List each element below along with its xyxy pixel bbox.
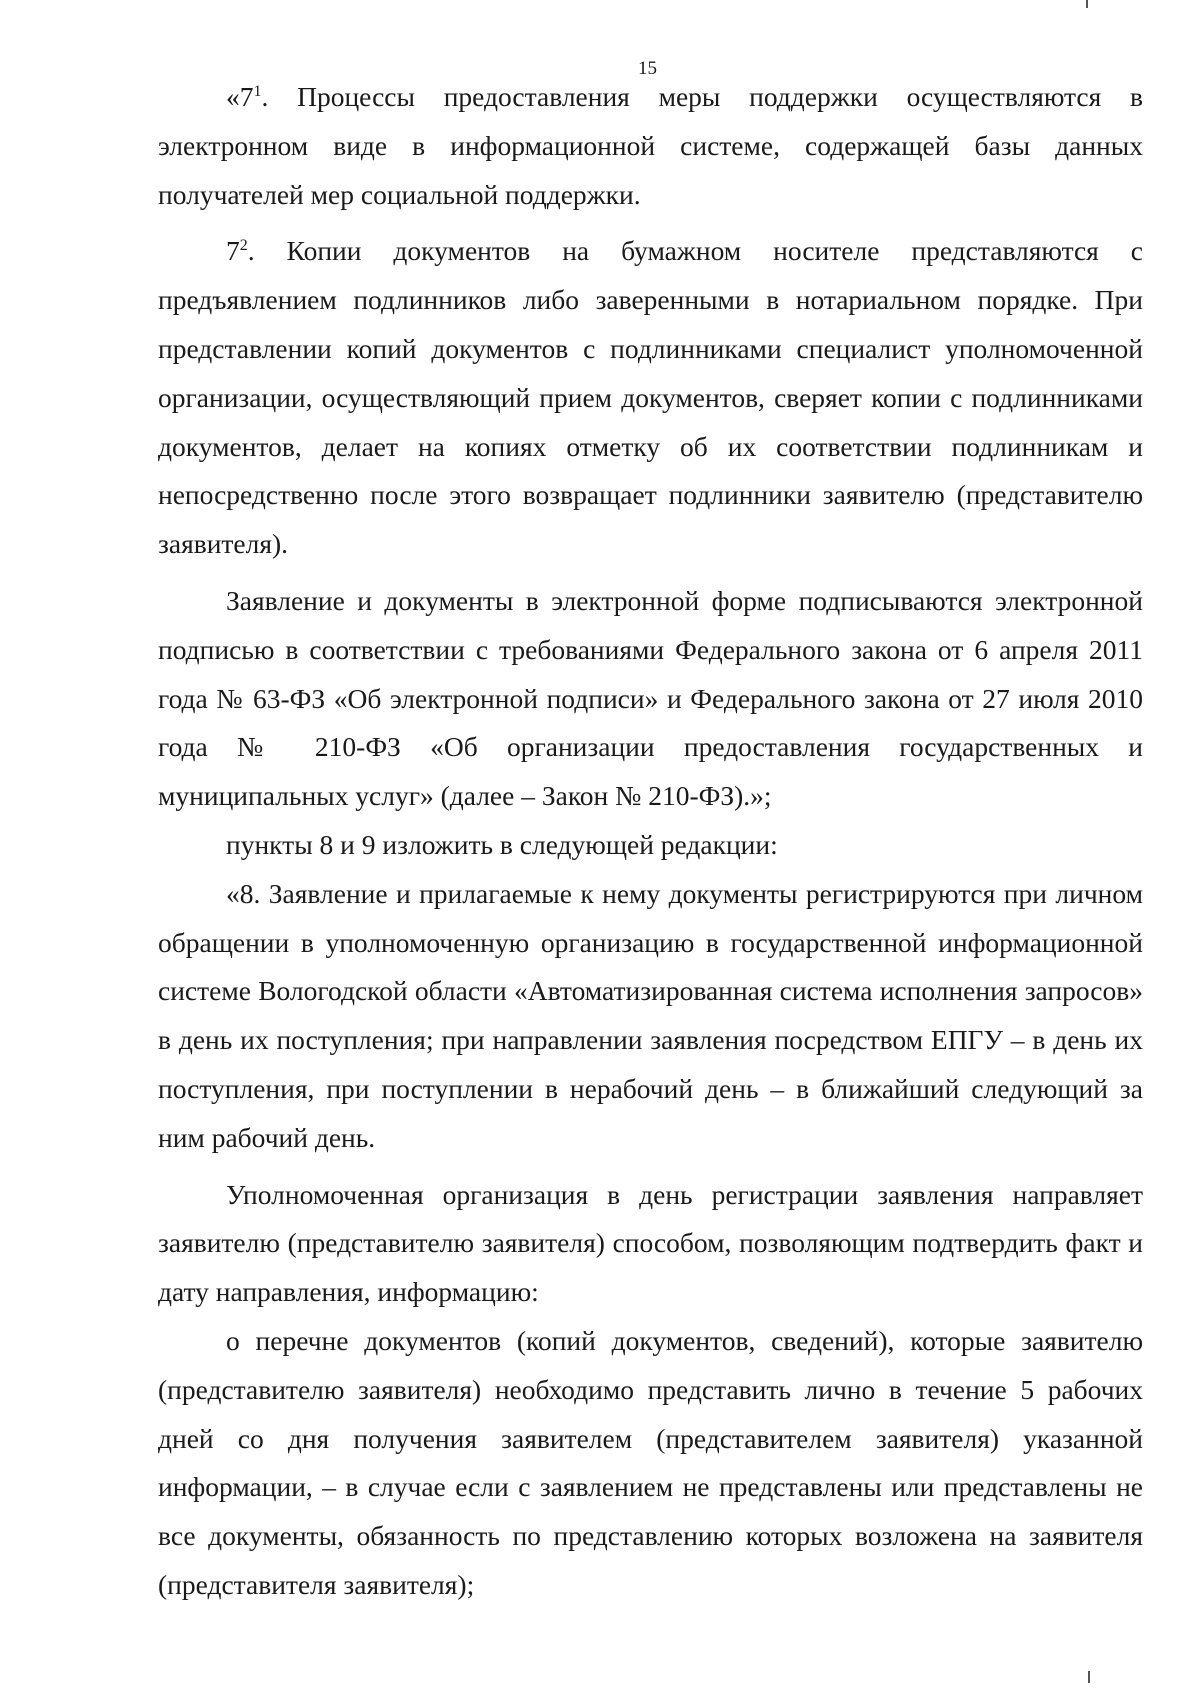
superscript-index: 1	[253, 83, 262, 100]
paragraph-electronic-signature: Заявление и документы в электронной форме подписываются электронной подписью в соответствии с требованиями Федерального закона от 6 апреля 2011 года № 63-ФЗ «Об электронной подписи» и Федерального закона от 27 июля 2010 года № 210-ФЗ «Об организации предоставления государственных и муниципальных услуг» (далее – Закон № 210-ФЗ).»;	[158, 584, 1143, 812]
scan-artifact-mark	[1088, 1671, 1090, 1683]
paragraph-number: «7	[226, 81, 254, 112]
paragraph-7-1	[158, 73, 1143, 219]
paragraph-text: . Копии документов на бумажном носителе представляются с предъявлением подлинников либо заверенными в нотариальном порядке. При представлении копий документов с подлинниками специалист уполномоченной организации, осуществляющий прием документов, сверяет копии с подлинниками документов, делает на копиях отметку об их соответствии подлинникам и непосредственно после этого возвращает подлинники заявителю (представителю заявителя).	[158, 235, 1143, 560]
paragraph-7-2	[158, 227, 1143, 569]
superscript-index: 2	[239, 237, 248, 255]
page-number: 15	[638, 58, 657, 79]
paragraph-amendment-instruction: пункты 8 и 9 изложить в следующей редакции:	[226, 828, 778, 860]
paragraph-8: «8. Заявление и прилагаемые к нему документы регистрируются при личном обращении в уполномоченную организацию в государственной информационной системе Вологодской области «Автоматизированная система исполнения запросов» в день их поступления; при направлении заявления посредством ЕПГУ – в день их поступления, при поступлении в нерабочий день – в ближайший следующий за ним рабочий день.	[158, 877, 1143, 1153]
paragraph-document-list: о перечне документов (копий документов, сведений), которые заявителю (представителю заявителя) необходимо представить лично в течение 5 рабочих дней со дня получения заявителем (представителем заявителя) указанной информации, – в случае если с заявлением не представлены или представлены не все документы, обязанность по представлению которых возложена на заявителя (представителя заявителя);	[158, 1324, 1143, 1600]
paragraph-number: 7	[226, 235, 240, 267]
paragraph-text: . Процессы предоставления меры поддержки осуществляются в электронном виде в информационной системе, содержащей базы данных получателей мер социальной поддержки.	[158, 81, 1143, 210]
scan-artifact-mark	[1086, 0, 1088, 8]
paragraph-organization-notice: Уполномоченная организация в день регистрации заявления направляет заявителю (представителю заявителя) способом, позволяющим подтвердить факт и дату направления, информацию:	[158, 1178, 1143, 1308]
document-body	[158, 73, 1143, 1610]
